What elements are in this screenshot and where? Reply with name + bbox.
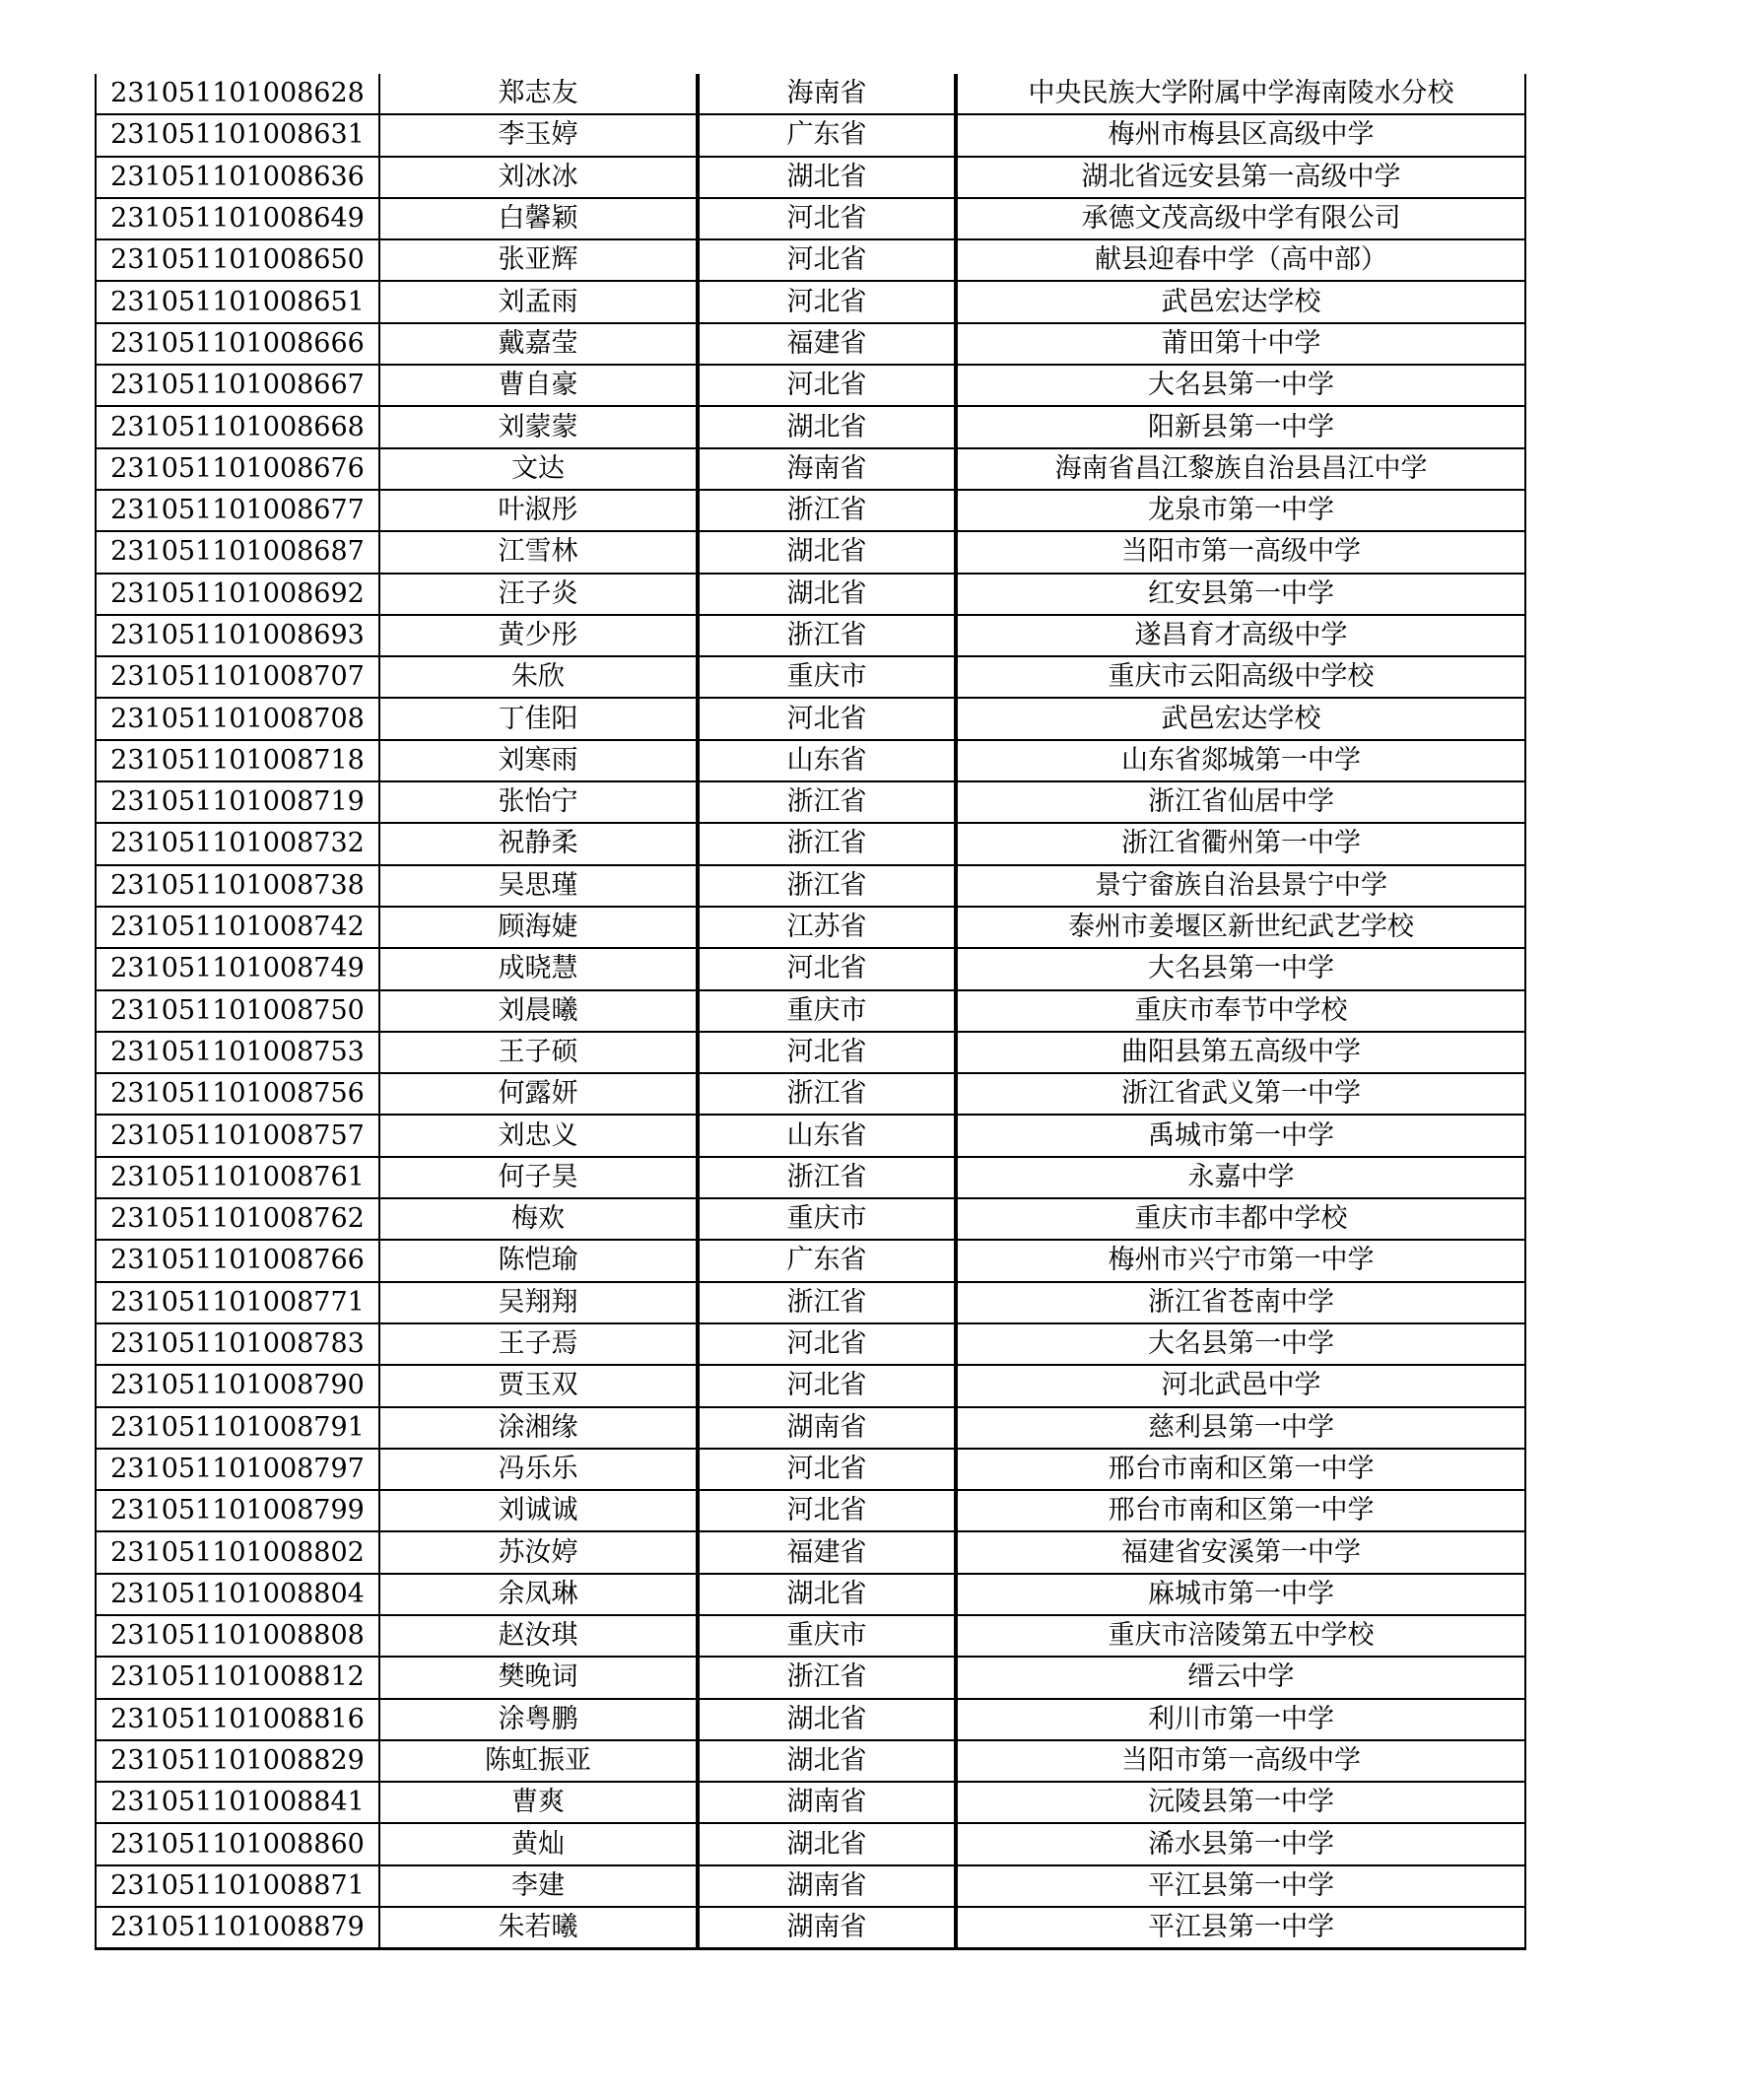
student-name-cell: 涂粤鹏: [379, 1699, 698, 1740]
table-row: [96, 157, 1525, 198]
school-cell: 浠水县第一中学: [956, 1823, 1525, 1864]
province-cell: 山东省: [698, 1115, 956, 1156]
province-cell: 海南省: [698, 74, 956, 114]
table-row: [96, 1490, 1525, 1531]
school-cell: 当阳市第一高级中学: [956, 531, 1525, 573]
province-cell: 浙江省: [698, 1657, 956, 1698]
student-name-cell: 刘蒙蒙: [379, 406, 698, 447]
table-row: [96, 1531, 1525, 1573]
student-id-cell: 231051101008708: [96, 698, 379, 739]
province-cell: 福建省: [698, 323, 956, 365]
student-id-cell: 231051101008761: [96, 1157, 379, 1198]
student-id-cell: 231051101008742: [96, 907, 379, 948]
school-cell: 浙江省仙居中学: [956, 781, 1525, 823]
province-cell: 湖北省: [698, 1574, 956, 1615]
student-id-cell: 231051101008783: [96, 1323, 379, 1365]
student-id-cell: 231051101008666: [96, 323, 379, 365]
student-name-cell: 汪子炎: [379, 574, 698, 615]
school-cell: 麻城市第一中学: [956, 1574, 1525, 1615]
province-cell: 重庆市: [698, 990, 956, 1032]
province-cell: 浙江省: [698, 1073, 956, 1115]
province-cell: 江苏省: [698, 907, 956, 948]
table-row: [96, 781, 1525, 823]
school-cell: 重庆市丰都中学校: [956, 1198, 1525, 1240]
table-row: [96, 1073, 1525, 1115]
school-cell: 山东省郯城第一中学: [956, 740, 1525, 781]
school-cell: 重庆市云阳高级中学校: [956, 656, 1525, 698]
province-cell: 湖北省: [698, 406, 956, 447]
student-name-cell: 刘孟雨: [379, 281, 698, 322]
school-cell: 承德文茂高级中学有限公司: [956, 198, 1525, 239]
student-name-cell: 曹自豪: [379, 365, 698, 406]
school-cell: 河北武邑中学: [956, 1365, 1525, 1406]
table-row: [96, 1657, 1525, 1698]
province-cell: 重庆市: [698, 1615, 956, 1657]
student-name-cell: 成晓慧: [379, 948, 698, 989]
province-cell: 浙江省: [698, 781, 956, 823]
table-row: [96, 740, 1525, 781]
province-cell: 湖北省: [698, 1740, 956, 1782]
table-row: [96, 656, 1525, 698]
province-cell: 河北省: [698, 1449, 956, 1490]
student-id-cell: 231051101008628: [96, 74, 379, 114]
school-cell: 武邑宏达学校: [956, 698, 1525, 739]
student-name-cell: 李玉婷: [379, 114, 698, 156]
school-cell: 中央民族大学附属中学海南陵水分校: [956, 74, 1525, 114]
student-id-cell: 231051101008766: [96, 1240, 379, 1281]
student-name-cell: 张怡宁: [379, 781, 698, 823]
table-row: [96, 1157, 1525, 1198]
student-name-cell: 余凤琳: [379, 1574, 698, 1615]
student-id-cell: 231051101008790: [96, 1365, 379, 1406]
student-name-cell: 刘忠义: [379, 1115, 698, 1156]
student-id-cell: 231051101008829: [96, 1740, 379, 1782]
table-row: [96, 1198, 1525, 1240]
school-cell: 浙江省苍南中学: [956, 1282, 1525, 1323]
table-row: [96, 1282, 1525, 1323]
table-row: [96, 1574, 1525, 1615]
student-id-cell: 231051101008732: [96, 823, 379, 864]
student-id-cell: 231051101008649: [96, 198, 379, 239]
province-cell: 广东省: [698, 1240, 956, 1281]
province-cell: 重庆市: [698, 1198, 956, 1240]
student-id-cell: 231051101008797: [96, 1449, 379, 1490]
table-row: [96, 1407, 1525, 1449]
school-cell: 平江县第一中学: [956, 1907, 1525, 1949]
table-row: [96, 239, 1525, 281]
school-cell: 大名县第一中学: [956, 1323, 1525, 1365]
student-id-cell: 231051101008812: [96, 1657, 379, 1698]
student-name-cell: 贾玉双: [379, 1365, 698, 1406]
student-id-cell: 231051101008799: [96, 1490, 379, 1531]
student-name-cell: 朱欣: [379, 656, 698, 698]
table-row: [96, 615, 1525, 656]
school-cell: 武邑宏达学校: [956, 281, 1525, 322]
school-cell: 缙云中学: [956, 1657, 1525, 1698]
student-name-cell: 苏汝婷: [379, 1531, 698, 1573]
school-cell: 遂昌育才高级中学: [956, 615, 1525, 656]
table-row: [96, 281, 1525, 322]
student-name-cell: 吴思瑾: [379, 865, 698, 907]
student-name-cell: 陈虹振亚: [379, 1740, 698, 1782]
student-name-cell: 梅欢: [379, 1198, 698, 1240]
school-cell: 当阳市第一高级中学: [956, 1740, 1525, 1782]
student-id-cell: 231051101008738: [96, 865, 379, 907]
student-name-cell: 涂湘缘: [379, 1407, 698, 1449]
province-cell: 湖北省: [698, 157, 956, 198]
table-row: [96, 1740, 1525, 1782]
school-cell: 梅州市兴宁市第一中学: [956, 1240, 1525, 1281]
table-row: [96, 1449, 1525, 1490]
table-row: [96, 1323, 1525, 1365]
student-id-cell: 231051101008756: [96, 1073, 379, 1115]
student-name-cell: 樊晚词: [379, 1657, 698, 1698]
student-id-cell: 231051101008750: [96, 990, 379, 1032]
table-row: [96, 574, 1525, 615]
province-cell: 湖南省: [698, 1865, 956, 1907]
student-id-cell: 231051101008687: [96, 531, 379, 573]
student-id-cell: 231051101008719: [96, 781, 379, 823]
table-row: [96, 1907, 1525, 1949]
province-cell: 山东省: [698, 740, 956, 781]
table-row: [96, 1865, 1525, 1907]
student-name-cell: 刘诚诚: [379, 1490, 698, 1531]
province-cell: 浙江省: [698, 865, 956, 907]
student-name-cell: 冯乐乐: [379, 1449, 698, 1490]
school-cell: 莆田第十中学: [956, 323, 1525, 365]
province-cell: 广东省: [698, 114, 956, 156]
student-name-cell: 刘寒雨: [379, 740, 698, 781]
province-cell: 湖北省: [698, 1823, 956, 1864]
student-id-cell: 231051101008860: [96, 1823, 379, 1864]
table-row: [96, 1365, 1525, 1406]
province-cell: 河北省: [698, 239, 956, 281]
student-name-cell: 王子焉: [379, 1323, 698, 1365]
school-cell: 利川市第一中学: [956, 1699, 1525, 1740]
student-id-cell: 231051101008668: [96, 406, 379, 447]
province-cell: 河北省: [698, 948, 956, 989]
student-name-cell: 朱若曦: [379, 1907, 698, 1949]
table-row: [96, 323, 1525, 365]
school-cell: 大名县第一中学: [956, 948, 1525, 989]
student-id-cell: 231051101008879: [96, 1907, 379, 1949]
province-cell: 湖南省: [698, 1907, 956, 1949]
province-cell: 河北省: [698, 1032, 956, 1073]
table-row: [96, 74, 1525, 114]
student-id-cell: 231051101008871: [96, 1865, 379, 1907]
province-cell: 浙江省: [698, 1282, 956, 1323]
student-id-cell: 231051101008804: [96, 1574, 379, 1615]
student-name-cell: 刘冰冰: [379, 157, 698, 198]
student-name-cell: 黄灿: [379, 1823, 698, 1864]
table-row: [96, 531, 1525, 573]
student-id-cell: 231051101008636: [96, 157, 379, 198]
province-cell: 浙江省: [698, 1157, 956, 1198]
school-cell: 景宁畲族自治县景宁中学: [956, 865, 1525, 907]
student-name-cell: 何子昊: [379, 1157, 698, 1198]
student-name-cell: 丁佳阳: [379, 698, 698, 739]
province-cell: 河北省: [698, 281, 956, 322]
student-id-cell: 231051101008651: [96, 281, 379, 322]
province-cell: 浙江省: [698, 615, 956, 656]
table-row: [96, 865, 1525, 907]
province-cell: 湖南省: [698, 1782, 956, 1823]
school-cell: 禹城市第一中学: [956, 1115, 1525, 1156]
student-id-cell: 231051101008816: [96, 1699, 379, 1740]
province-cell: 湖南省: [698, 1407, 956, 1449]
school-cell: 福建省安溪第一中学: [956, 1531, 1525, 1573]
province-cell: 浙江省: [698, 490, 956, 531]
student-name-cell: 顾海婕: [379, 907, 698, 948]
province-cell: 重庆市: [698, 656, 956, 698]
school-cell: 泰州市姜堰区新世纪武艺学校: [956, 907, 1525, 948]
table-row: [96, 490, 1525, 531]
school-cell: 大名县第一中学: [956, 365, 1525, 406]
school-cell: 梅州市梅县区高级中学: [956, 114, 1525, 156]
school-cell: 重庆市奉节中学校: [956, 990, 1525, 1032]
student-name-cell: 江雪林: [379, 531, 698, 573]
school-cell: 慈利县第一中学: [956, 1407, 1525, 1449]
school-cell: 献县迎春中学（高中部）: [956, 239, 1525, 281]
student-name-cell: 何露妍: [379, 1073, 698, 1115]
province-cell: 河北省: [698, 365, 956, 406]
student-name-cell: 吴翔翔: [379, 1282, 698, 1323]
school-cell: 红安县第一中学: [956, 574, 1525, 615]
table-row: [96, 1240, 1525, 1281]
school-cell: 邢台市南和区第一中学: [956, 1449, 1525, 1490]
province-cell: 河北省: [698, 1365, 956, 1406]
student-id-cell: 231051101008757: [96, 1115, 379, 1156]
table-row: [96, 198, 1525, 239]
table-row: [96, 114, 1525, 156]
student-id-cell: 231051101008677: [96, 490, 379, 531]
student-id-cell: 231051101008808: [96, 1615, 379, 1657]
school-cell: 浙江省衢州第一中学: [956, 823, 1525, 864]
student-name-cell: 黄少彤: [379, 615, 698, 656]
province-cell: 河北省: [698, 1490, 956, 1531]
student-id-cell: 231051101008771: [96, 1282, 379, 1323]
province-cell: 河北省: [698, 1323, 956, 1365]
school-cell: 邢台市南和区第一中学: [956, 1490, 1525, 1531]
school-cell: 海南省昌江黎族自治县昌江中学: [956, 448, 1525, 490]
student-id-cell: 231051101008650: [96, 239, 379, 281]
table-row: [96, 948, 1525, 989]
student-name-cell: 郑志友: [379, 74, 698, 114]
student-name-cell: 王子硕: [379, 1032, 698, 1073]
student-table: [95, 74, 1526, 1950]
province-cell: 湖北省: [698, 531, 956, 573]
student-id-cell: 231051101008693: [96, 615, 379, 656]
student-id-cell: 231051101008707: [96, 656, 379, 698]
province-cell: 湖北省: [698, 574, 956, 615]
student-id-cell: 231051101008667: [96, 365, 379, 406]
table-row: [96, 907, 1525, 948]
table-row: [96, 1615, 1525, 1657]
table-row: [96, 1032, 1525, 1073]
student-id-cell: 231051101008692: [96, 574, 379, 615]
student-name-cell: 张亚辉: [379, 239, 698, 281]
student-name-cell: 叶淑彤: [379, 490, 698, 531]
student-name-cell: 陈恺瑜: [379, 1240, 698, 1281]
table-row: [96, 1699, 1525, 1740]
school-cell: 曲阳县第五高级中学: [956, 1032, 1525, 1073]
student-name-cell: 李建: [379, 1865, 698, 1907]
school-cell: 重庆市涪陵第五中学校: [956, 1615, 1525, 1657]
student-name-cell: 赵汝琪: [379, 1615, 698, 1657]
province-cell: 湖北省: [698, 1699, 956, 1740]
school-cell: 沅陵县第一中学: [956, 1782, 1525, 1823]
table-body: [96, 74, 1525, 1949]
student-id-cell: 231051101008631: [96, 114, 379, 156]
student-name-cell: 祝静柔: [379, 823, 698, 864]
student-id-cell: 231051101008676: [96, 448, 379, 490]
province-cell: 河北省: [698, 698, 956, 739]
table-row: [96, 365, 1525, 406]
student-id-cell: 231051101008841: [96, 1782, 379, 1823]
table-row: [96, 1782, 1525, 1823]
student-id-cell: 231051101008791: [96, 1407, 379, 1449]
table-row: [96, 1823, 1525, 1864]
table-row: [96, 698, 1525, 739]
school-cell: 龙泉市第一中学: [956, 490, 1525, 531]
student-id-cell: 231051101008718: [96, 740, 379, 781]
student-name-cell: 白馨颖: [379, 198, 698, 239]
province-cell: 河北省: [698, 198, 956, 239]
school-cell: 湖北省远安县第一高级中学: [956, 157, 1525, 198]
school-cell: 浙江省武义第一中学: [956, 1073, 1525, 1115]
school-cell: 永嘉中学: [956, 1157, 1525, 1198]
school-cell: 阳新县第一中学: [956, 406, 1525, 447]
student-id-cell: 231051101008753: [96, 1032, 379, 1073]
table-row: [96, 406, 1525, 447]
table-row: [96, 448, 1525, 490]
province-cell: 浙江省: [698, 823, 956, 864]
student-name-cell: 曹爽: [379, 1782, 698, 1823]
table-row: [96, 1115, 1525, 1156]
province-cell: 福建省: [698, 1531, 956, 1573]
province-cell: 海南省: [698, 448, 956, 490]
table-row: [96, 990, 1525, 1032]
student-name-cell: 刘晨曦: [379, 990, 698, 1032]
table-row: [96, 823, 1525, 864]
student-name-cell: 戴嘉莹: [379, 323, 698, 365]
student-id-cell: 231051101008762: [96, 1198, 379, 1240]
student-name-cell: 文达: [379, 448, 698, 490]
school-cell: 平江县第一中学: [956, 1865, 1525, 1907]
student-id-cell: 231051101008802: [96, 1531, 379, 1573]
student-id-cell: 231051101008749: [96, 948, 379, 989]
